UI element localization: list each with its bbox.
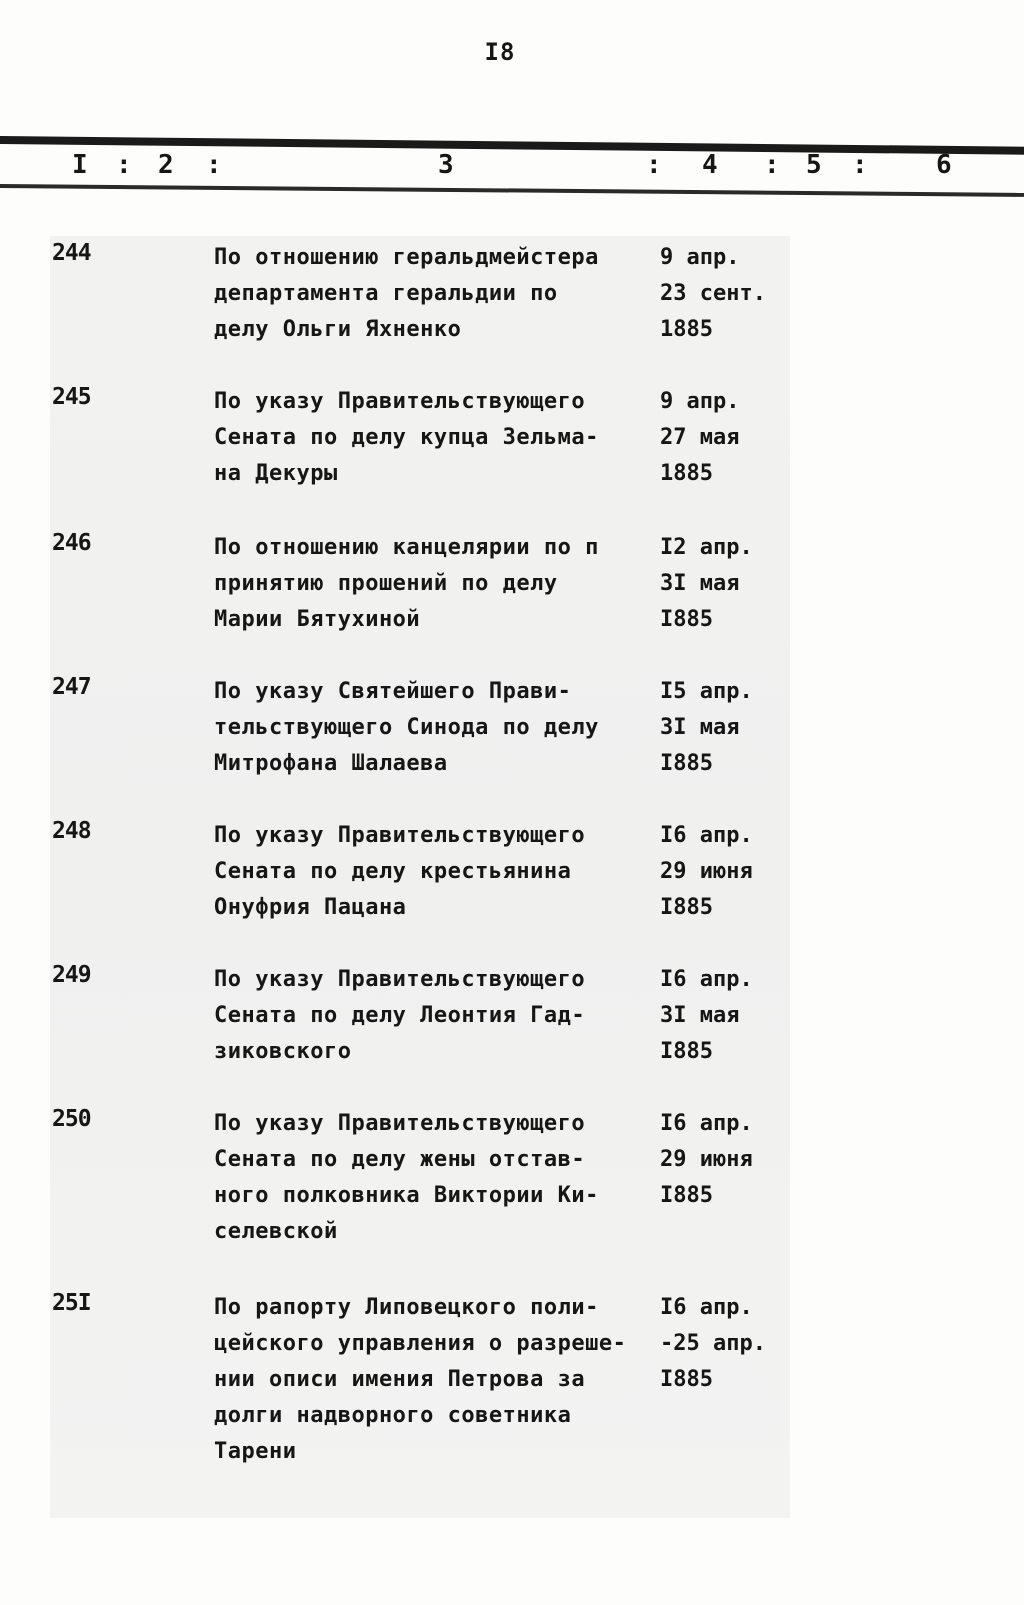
record-title bbox=[214, 818, 654, 926]
record-title-line: По указу Правительствующего bbox=[214, 1111, 586, 1136]
record-number: 245 bbox=[52, 384, 91, 410]
record-title bbox=[214, 962, 654, 1070]
record-title-line: принятию прошений по делу bbox=[214, 571, 558, 596]
column-separator: : bbox=[116, 150, 132, 180]
record-end-date: 29 июня bbox=[660, 859, 753, 884]
column-number: 5 bbox=[806, 150, 822, 180]
record-title bbox=[214, 1106, 654, 1250]
record-title-line: По отношению канцелярии по п bbox=[214, 535, 599, 560]
record-number: 248 bbox=[52, 818, 91, 844]
record-title-line: ного полковника Виктории Ки- bbox=[214, 1183, 599, 1208]
record-title-line: По указу Правительствующего bbox=[214, 823, 586, 848]
record-end-date: 27 мая bbox=[660, 425, 740, 450]
record-title-line: Сената по делу Леонтия Гад- bbox=[214, 1003, 586, 1028]
column-number: 3 bbox=[438, 150, 454, 180]
record-title-line: на Декуры bbox=[214, 461, 338, 486]
record-year: 1885 bbox=[660, 317, 713, 342]
record-year: I885 bbox=[660, 751, 713, 776]
record-title-line: По указу Правительствующего bbox=[214, 389, 586, 414]
record-end-date: 3I мая bbox=[660, 1003, 740, 1028]
record-start-date: 9 апр. bbox=[660, 245, 740, 270]
record-end-date: 29 июня bbox=[660, 1147, 753, 1172]
record-start-date: I2 апр. bbox=[660, 535, 753, 560]
record-title bbox=[214, 240, 654, 348]
record-end-date: 23 сент. bbox=[660, 281, 766, 306]
record-start-date: I6 апр. bbox=[660, 1295, 753, 1320]
record-title-line: цейского управления о разреше- bbox=[214, 1331, 627, 1356]
record-dates bbox=[660, 962, 800, 1070]
record-dates bbox=[660, 240, 800, 348]
record-year: I885 bbox=[660, 1183, 713, 1208]
record-title-line: Тарени bbox=[214, 1439, 297, 1464]
record-year: I885 bbox=[660, 1039, 713, 1064]
record-title-line: По отношению геральдмейстера bbox=[214, 245, 599, 270]
column-separator: : bbox=[852, 150, 868, 180]
record-year: I885 bbox=[660, 895, 713, 920]
record-number: 249 bbox=[52, 962, 91, 988]
record-year: I885 bbox=[660, 1367, 713, 1392]
record-title-line: Онуфрия Пацана bbox=[214, 895, 407, 920]
table-header bbox=[0, 128, 1024, 198]
record-start-date: I6 апр. bbox=[660, 1111, 753, 1136]
column-number: 6 bbox=[936, 150, 952, 180]
record-number: 244 bbox=[52, 240, 91, 266]
record-title-line: По рапорту Липовецкого поли- bbox=[214, 1295, 599, 1320]
record-end-date: 3I мая bbox=[660, 571, 740, 596]
record-title bbox=[214, 1290, 654, 1470]
record-number: 25I bbox=[52, 1290, 91, 1316]
record-title-line: По указу Правительствующего bbox=[214, 967, 586, 992]
column-separator: : bbox=[646, 150, 662, 180]
record-dates bbox=[660, 384, 800, 492]
record-number: 247 bbox=[52, 674, 91, 700]
record-start-date: I6 апр. bbox=[660, 823, 753, 848]
record-title-line: нии описи имения Петрова за bbox=[214, 1367, 586, 1392]
column-numbers-row bbox=[0, 150, 1024, 184]
column-number: I bbox=[72, 150, 88, 180]
record-title bbox=[214, 674, 654, 782]
record-dates bbox=[660, 818, 800, 926]
record-number: 246 bbox=[52, 530, 91, 556]
record-title-line: Сената по делу жены отстав- bbox=[214, 1147, 586, 1172]
record-start-date: I5 апр. bbox=[660, 679, 753, 704]
record-dates bbox=[660, 530, 800, 638]
record-title bbox=[214, 384, 654, 492]
record-title-line: селевской bbox=[214, 1219, 338, 1244]
record-title-line: зиковского bbox=[214, 1039, 352, 1064]
record-start-date: 9 апр. bbox=[660, 389, 740, 414]
record-end-date: 3I мая bbox=[660, 715, 740, 740]
record-end-date: -25 апр. bbox=[660, 1331, 766, 1356]
record-dates bbox=[660, 674, 800, 782]
record-start-date: I6 апр. bbox=[660, 967, 753, 992]
record-year: 1885 bbox=[660, 461, 713, 486]
record-dates bbox=[660, 1290, 800, 1398]
record-title-line: Сената по делу крестьянина bbox=[214, 859, 572, 884]
column-separator: : bbox=[764, 150, 780, 180]
record-title bbox=[214, 530, 654, 638]
page-number: I8 bbox=[484, 38, 516, 66]
record-title-line: тельствующего Синода по делу bbox=[214, 715, 599, 740]
record-title-line: По указу Святейшего Прави- bbox=[214, 679, 572, 704]
column-separator: : bbox=[206, 150, 222, 180]
record-title-line: Сената по делу купца Зельма- bbox=[214, 425, 599, 450]
column-number: 2 bbox=[158, 150, 174, 180]
record-title-line: департамента геральдии по bbox=[214, 281, 558, 306]
record-title-line: долги надворного советника bbox=[214, 1403, 572, 1428]
record-year: I885 bbox=[660, 607, 713, 632]
header-bottom-rule bbox=[0, 184, 1024, 197]
record-number: 250 bbox=[52, 1106, 91, 1132]
record-title-line: делу Ольги Яхненко bbox=[214, 317, 462, 342]
record-title-line: Марии Бятухиной bbox=[214, 607, 421, 632]
record-title-line: Митрофана Шалаева bbox=[214, 751, 448, 776]
record-dates bbox=[660, 1106, 800, 1214]
column-number: 4 bbox=[702, 150, 718, 180]
